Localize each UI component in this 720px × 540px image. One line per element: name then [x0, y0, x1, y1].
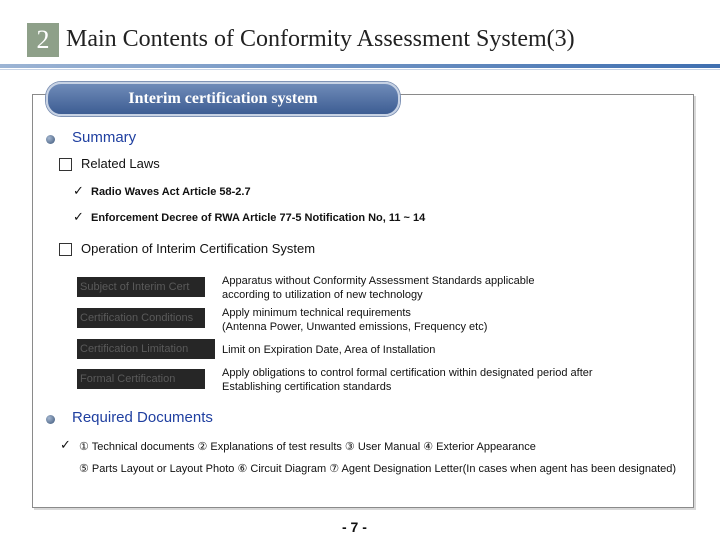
row-description: Apply minimum technical requirements	[222, 307, 411, 319]
summary-heading: Summary	[72, 129, 137, 146]
documents-line: ① Technical documents ② Explanations of test results ③ User Manual ④ Exterior Appearance	[79, 441, 536, 453]
section-banner: Interim certification system	[46, 82, 400, 116]
row-label-block: Subject of Interim Cert	[77, 277, 205, 297]
section-number: 2	[27, 23, 59, 57]
row-description: according to utilization of new technology	[222, 289, 423, 301]
required-heading: Required Documents	[72, 409, 213, 426]
law-item: Radio Waves Act Article 58-2.7	[91, 186, 251, 198]
related-laws-label: Related Laws	[81, 156, 160, 171]
documents-line: ⑤ Parts Layout or Layout Photo ⑥ Circuit Diagram ⑦ Agent Designation Letter(In cases when agent has been designated)	[79, 463, 677, 475]
related-laws-checkbox-icon	[59, 158, 72, 171]
law-item: Enforcement Decree of RWA Article 77-5 Notification No, 11 ~ 14	[91, 212, 426, 224]
row-description: Apparatus without Conformity Assessment Standards applicable	[222, 275, 535, 287]
checkmark-icon: ✓	[60, 437, 71, 452]
row-label-block: Certification Conditions	[77, 308, 205, 328]
checkmark-icon: ✓	[73, 183, 84, 198]
row-description: Establishing certification standards	[222, 381, 392, 393]
row-description: Apply obligations to control formal certification within designated period after	[222, 367, 593, 379]
operation-checkbox-icon	[59, 243, 72, 256]
required-bullet-icon	[46, 415, 55, 424]
row-label-block: Formal Certification	[77, 369, 205, 389]
checkmark-icon: ✓	[73, 209, 84, 224]
page-number: - 7 -	[342, 519, 367, 535]
row-label-block: Certification Limitation	[77, 339, 215, 359]
operation-label: Operation of Interim Certification System	[81, 241, 316, 256]
header-divider	[0, 64, 720, 68]
summary-bullet-icon	[46, 135, 55, 144]
page-title: Main Contents of Conformity Assessment System(3)	[66, 26, 575, 52]
row-description: (Antenna Power, Unwanted emissions, Frequency etc)	[222, 321, 488, 333]
header-divider-thin	[0, 69, 720, 70]
row-description: Limit on Expiration Date, Area of Installation	[222, 344, 436, 356]
